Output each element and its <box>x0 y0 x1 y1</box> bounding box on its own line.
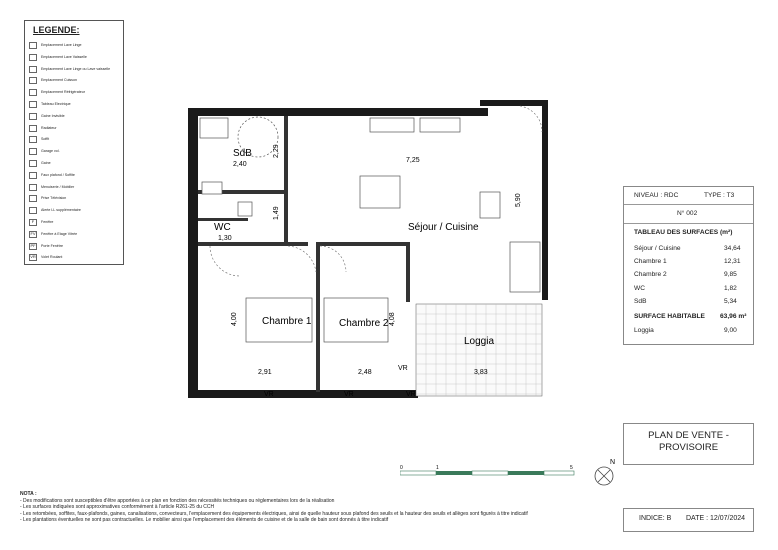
legend-item-label: Emplacement Cuisson <box>41 78 77 83</box>
plan-title-line2: PROVISOIRE <box>658 442 719 453</box>
legend-symbol-icon <box>29 77 37 84</box>
window-code-2: VR <box>344 391 354 398</box>
room-wc-value: 1,30 <box>218 235 232 242</box>
legend-symbol-icon <box>29 42 37 49</box>
legend-item <box>29 65 121 77</box>
legend-symbol-icon <box>29 66 37 73</box>
legend-item <box>29 100 121 112</box>
legend-item-label: Emplacement Lave Linge ou Lave vaisselle <box>41 66 111 71</box>
legend-item-label: Alerte LL supplémentaire <box>41 208 81 213</box>
legend-item-label: Emplacement Lave Vaisselle <box>41 54 87 59</box>
loggia-value: 9,00 <box>724 327 737 334</box>
scale-tick-1: 1 <box>436 465 439 471</box>
legend-symbol-icon <box>29 136 37 143</box>
note-line: - Les surfaces indiquées sont approximatives conformément à l'article R261-25 du CCH <box>20 504 215 511</box>
surface-row-label: WC <box>634 284 645 292</box>
legend-item <box>29 159 121 171</box>
table-title: TABLEAU DES SURFACES (m²) <box>634 229 733 236</box>
legend-item <box>29 242 121 254</box>
legend-symbol-icon <box>29 172 37 179</box>
north-label: N <box>610 459 616 466</box>
north-arrow-icon <box>592 456 620 490</box>
legend-item-label: Menuiserie / Mobilier <box>41 184 75 189</box>
legend-symbol-icon <box>29 195 37 202</box>
legend-symbol-icon <box>29 207 37 214</box>
dim-loggia-width: 3,83 <box>474 369 488 376</box>
legend-item-label: Prise Télévision <box>41 196 67 201</box>
room-sejour-label: Séjour / Cuisine <box>408 222 479 233</box>
legend-item <box>29 124 121 136</box>
legend-item-label: Emplacement Réfrigérateur <box>41 90 85 95</box>
legend-item <box>29 194 121 206</box>
scale-tick-5: 5 <box>570 465 573 471</box>
legend-item-label: Volet Roulant <box>41 255 63 260</box>
window-code-1: VR <box>264 391 274 398</box>
scale-tick-0: 0 <box>400 465 403 471</box>
legend-item <box>29 88 121 100</box>
legend-symbol-icon <box>29 125 37 132</box>
window-code-4: VR <box>406 391 416 398</box>
surface-row-label: Séjour / Cuisine <box>634 245 681 252</box>
window-code-3: VR <box>398 365 408 372</box>
note-line: - Des modifications sont susceptibles d'être apportées à ce plan en fonction des nécessités techniques ou réglementaires lors de la réalisation <box>20 497 335 504</box>
legend-item-label: Fenêtre <box>41 220 54 224</box>
legend-symbol-icon <box>29 101 37 108</box>
legend-box <box>24 20 124 265</box>
plan-title-line1: PLAN DE VENTE - <box>648 430 729 441</box>
surface-row-value: 1,82 <box>724 284 737 292</box>
legend-symbol-icon: F <box>29 219 37 226</box>
indice-label: INDICE: B <box>639 515 672 522</box>
notes-title: NOTA : <box>20 491 37 497</box>
legend-item-label: Soffit <box>41 137 50 142</box>
scale-bar <box>400 465 580 483</box>
dim-sdb-depth: 2,29 <box>273 144 280 158</box>
legend-item <box>29 76 121 88</box>
room-wc-name: WC <box>214 222 231 233</box>
legend-item-label: Gaine Invisible <box>41 113 65 118</box>
room-chambre1-label: Chambre 1 <box>262 316 312 327</box>
loggia-label: Loggia <box>634 327 654 334</box>
legend-item-label: Tableau Electrique <box>41 102 71 106</box>
room-loggia-label: Loggia <box>464 336 495 347</box>
legend-item <box>29 135 121 147</box>
legend-item-label: Emplacement Lave Linge <box>41 43 82 47</box>
note-line: - Les retombées, soffites, faux-plafonds, gaines, canalisations, convecteurs, l'emplacement des équipements électriques, ainsi de quelle hauteur sous plafond des seuils et la hauteur des seuils et allèges sont figurés à titre indicatif <box>20 510 528 517</box>
total-label: SURFACE HABITABLE <box>634 313 705 320</box>
surface-row-label: Chambre 2 <box>634 271 667 279</box>
legend-item-label: Garage vol. <box>41 149 60 154</box>
surface-row-value: 5,34 <box>724 297 737 305</box>
room-chambre2-label: Chambre 2 <box>339 318 389 329</box>
legend-item <box>29 53 121 65</box>
notes-block <box>20 491 580 524</box>
dim-chambre1-width: 2,91 <box>258 369 272 376</box>
dim-top: 7,25 <box>406 157 420 164</box>
legend-item-label: Porte Fenêtre <box>41 243 63 248</box>
legend-item <box>29 218 121 230</box>
dim-chambre2-width: 2,48 <box>358 369 372 376</box>
room-sdb-value: 2,40 <box>233 161 247 168</box>
legend-item-label: Faux plafond / Soffite <box>41 172 75 177</box>
dim-wc-depth: 1,49 <box>273 206 280 220</box>
room-sdb-name: SdB <box>233 148 252 159</box>
date-label: DATE : 12/07/2024 <box>686 515 746 522</box>
legend-item-label: Gaine <box>41 161 51 165</box>
legend-item <box>29 41 121 53</box>
total-value: 63,96 m² <box>720 313 747 320</box>
surface-row-value: 34,64 <box>724 245 741 252</box>
footer-block <box>623 508 754 532</box>
dim-right: 5,90 <box>515 193 522 207</box>
legend-symbol-icon <box>29 160 37 167</box>
legend-item <box>29 206 121 218</box>
surface-row-value: 12,31 <box>724 258 741 266</box>
legend-item <box>29 112 121 124</box>
loggia-grid <box>416 304 542 396</box>
surface-table <box>623 186 754 345</box>
legend-symbol-icon <box>29 89 37 96</box>
legend-symbol-icon: VR <box>30 254 36 260</box>
lot-number: N° 002 <box>677 210 698 217</box>
floor-plan <box>180 92 550 404</box>
legend-symbol-icon <box>29 113 37 120</box>
legend-symbol-icon <box>29 184 37 191</box>
niveau-label: NIVEAU : RDC <box>634 192 679 199</box>
dim-chambre1-depth: 4,00 <box>231 312 238 326</box>
legend-title: LEGENDE: <box>33 25 80 35</box>
legend-item <box>29 253 121 265</box>
legend-item <box>29 183 121 195</box>
legend-item <box>29 147 121 159</box>
legend-symbol-icon <box>29 148 37 155</box>
legend-item <box>29 230 121 242</box>
type-label: TYPE : T3 <box>704 192 735 199</box>
legend-item <box>29 171 121 183</box>
surface-row-label: SdB <box>634 297 647 305</box>
legend-item-label: Fenêtre à Etage Vitrée <box>41 231 78 236</box>
legend-item-label: Radiateur <box>41 125 57 130</box>
legend-symbol-icon: FV <box>30 230 36 236</box>
legend-symbol-icon <box>29 54 37 61</box>
plan-title-block <box>623 423 754 465</box>
legend-symbol-icon: PF <box>30 242 36 248</box>
surface-row-label: Chambre 1 <box>634 258 667 266</box>
dim-chambre2-depth: 4,08 <box>389 312 396 326</box>
note-line: - Les plantations éventuelles ne sont pas contractuelles. Le mobilier ainsi que l'emplacement des éléments de cuisine et de la salle de bain sont donnés à titre indicatif <box>20 517 389 524</box>
surface-row-value: 9,85 <box>724 271 737 279</box>
